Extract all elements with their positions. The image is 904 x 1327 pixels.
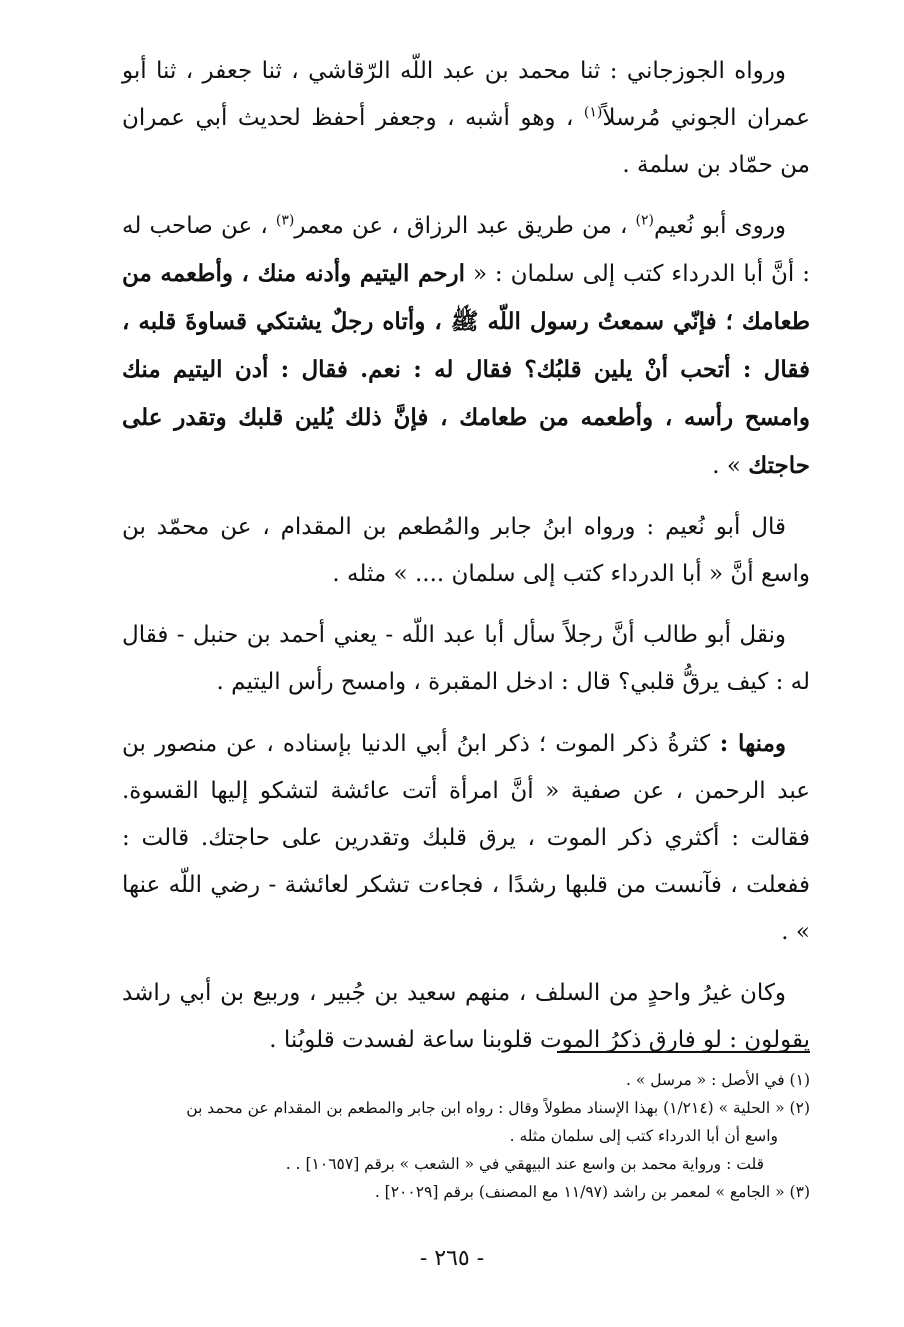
p6-text: وكان غيرُ واحدٍ من السلف ، منهم سعيد بن جُبير ، وربيع بن أبي راشد يقولون : لو فارق ذكرُ الموت قلوبنا ساعة لفسدت قلوبُنا .: [122, 980, 810, 1053]
paragraph-1: [122, 48, 810, 189]
paragraph-2: [122, 203, 810, 490]
p2-text-c: ، عن صاحب له : أنَّ أبا الدرداء كتب إلى سلمان : «: [122, 213, 810, 287]
footnote-2: [118, 1094, 810, 1122]
footnote-3-num: (٣): [789, 1183, 810, 1201]
footnote-1-num: (١): [789, 1071, 810, 1089]
paragraph-3: [122, 504, 810, 598]
footnote-ref-3[interactable]: (٣): [275, 212, 295, 229]
p2-text-d: » .: [712, 453, 749, 479]
paragraph-5: [122, 720, 810, 956]
p1-text-b: ، وهو أشبه ، وجعفر أحفظ لحديث أبي عمران من حمّاد بن سلمة .: [122, 105, 810, 178]
footnote-ref-2[interactable]: (٢): [635, 212, 654, 229]
section-lead: ومنها :: [710, 730, 786, 757]
p1-text-a: ورواه الجوزجاني : ثنا محمد بن عبد اللّه الرّقاشي ، ثنا جعفر ، ثنا أبو عمران الجوني مُرسلاً: [122, 58, 810, 131]
p2-text-a: وروى أبو نُعيم: [653, 213, 786, 239]
p3-text: قال أبو نُعيم : ورواه ابنُ جابر والمُطعم بن المقدام ، عن محمّد بن واسع أنَّ « أبا الدرداء كتب إلى سلمان .... » مثله .: [122, 514, 810, 587]
footnote-1: [118, 1066, 810, 1094]
footnote-ref-1[interactable]: (١): [583, 104, 603, 121]
page-number: - ٢٦٥ -: [419, 1246, 485, 1271]
footnote-2-cont-text: واسع أن أبا الدرداء كتب إلى سلمان مثله .: [509, 1127, 778, 1145]
footnote-2-note-text: قلت : ورواية محمد بن واسع عند البيهقي في « الشعب » برقم [١٠٦٥٧] . .: [285, 1155, 764, 1173]
footnote-2-text: « الحلية » (١/٢١٤) بهذا الإسناد مطولاً وقال : رواه ابن جابر والمطعم بن المقدام عن محمد بن: [186, 1099, 785, 1117]
p5-text: كثرةُ ذكر الموت ؛ ذكر ابنُ أبي الدنيا بإسناده ، عن منصور بن عبد الرحمن ، عن صفية « أنَّ امرأة أتت عائشة لتشكو إليها القسوة. فقالت : أكثري ذكر الموت ، يرق قلبك وتقدرين على حاجتك. قالت : ففعلت ، فآنست من قلبها رشدًا ، فجاءت تشكر لعائشة - رضي اللّه عنها » .: [122, 731, 810, 945]
main-text: [122, 48, 810, 1078]
footnote-3: [118, 1178, 810, 1206]
footnote-2-num: (٢): [789, 1099, 810, 1117]
footnotes: [118, 1066, 810, 1206]
footnote-3-text: « الجامع » لمعمر بن راشد (١١/٩٧ مع المصنف) برقم [٢٠٠٢٩] .: [374, 1183, 785, 1201]
hadith-quote: ارحم اليتيم وأدنه منك ، وأطعمه من طعامك ؛ فإنّي سمعتُ رسول اللّه ﷺ ، وأتاه رجلٌ يشتكي قساوةَ قلبه ، فقال : أتحب أنْ يلين قلبُك؟ فقال له : نعم. فقال : أدن اليتيم منك وامسح رأسه ، وأطعمه من طعامك ، فإنَّ ذلك يُلين قلبك وتقدر على حاجتك: [122, 260, 810, 479]
footnote-1-text: في الأصل : « مرسل » .: [625, 1071, 785, 1089]
paragraph-4: [122, 612, 810, 706]
footnote-separator: [557, 1051, 810, 1053]
paragraph-6: [122, 970, 810, 1064]
footnote-2-continued: [118, 1122, 810, 1150]
p4-text: ونقل أبو طالب أنَّ رجلاً سأل أبا عبد اللّه - يعني أحمد بن حنبل - فقال له : كيف يرقُّ قلبي؟ قال : ادخل المقبرة ، وامسح رأس اليتيم .: [122, 622, 810, 695]
p2-text-b: ، من طريق عبد الرزاق ، عن معمر: [294, 213, 636, 239]
footnote-2-note: [118, 1150, 810, 1178]
